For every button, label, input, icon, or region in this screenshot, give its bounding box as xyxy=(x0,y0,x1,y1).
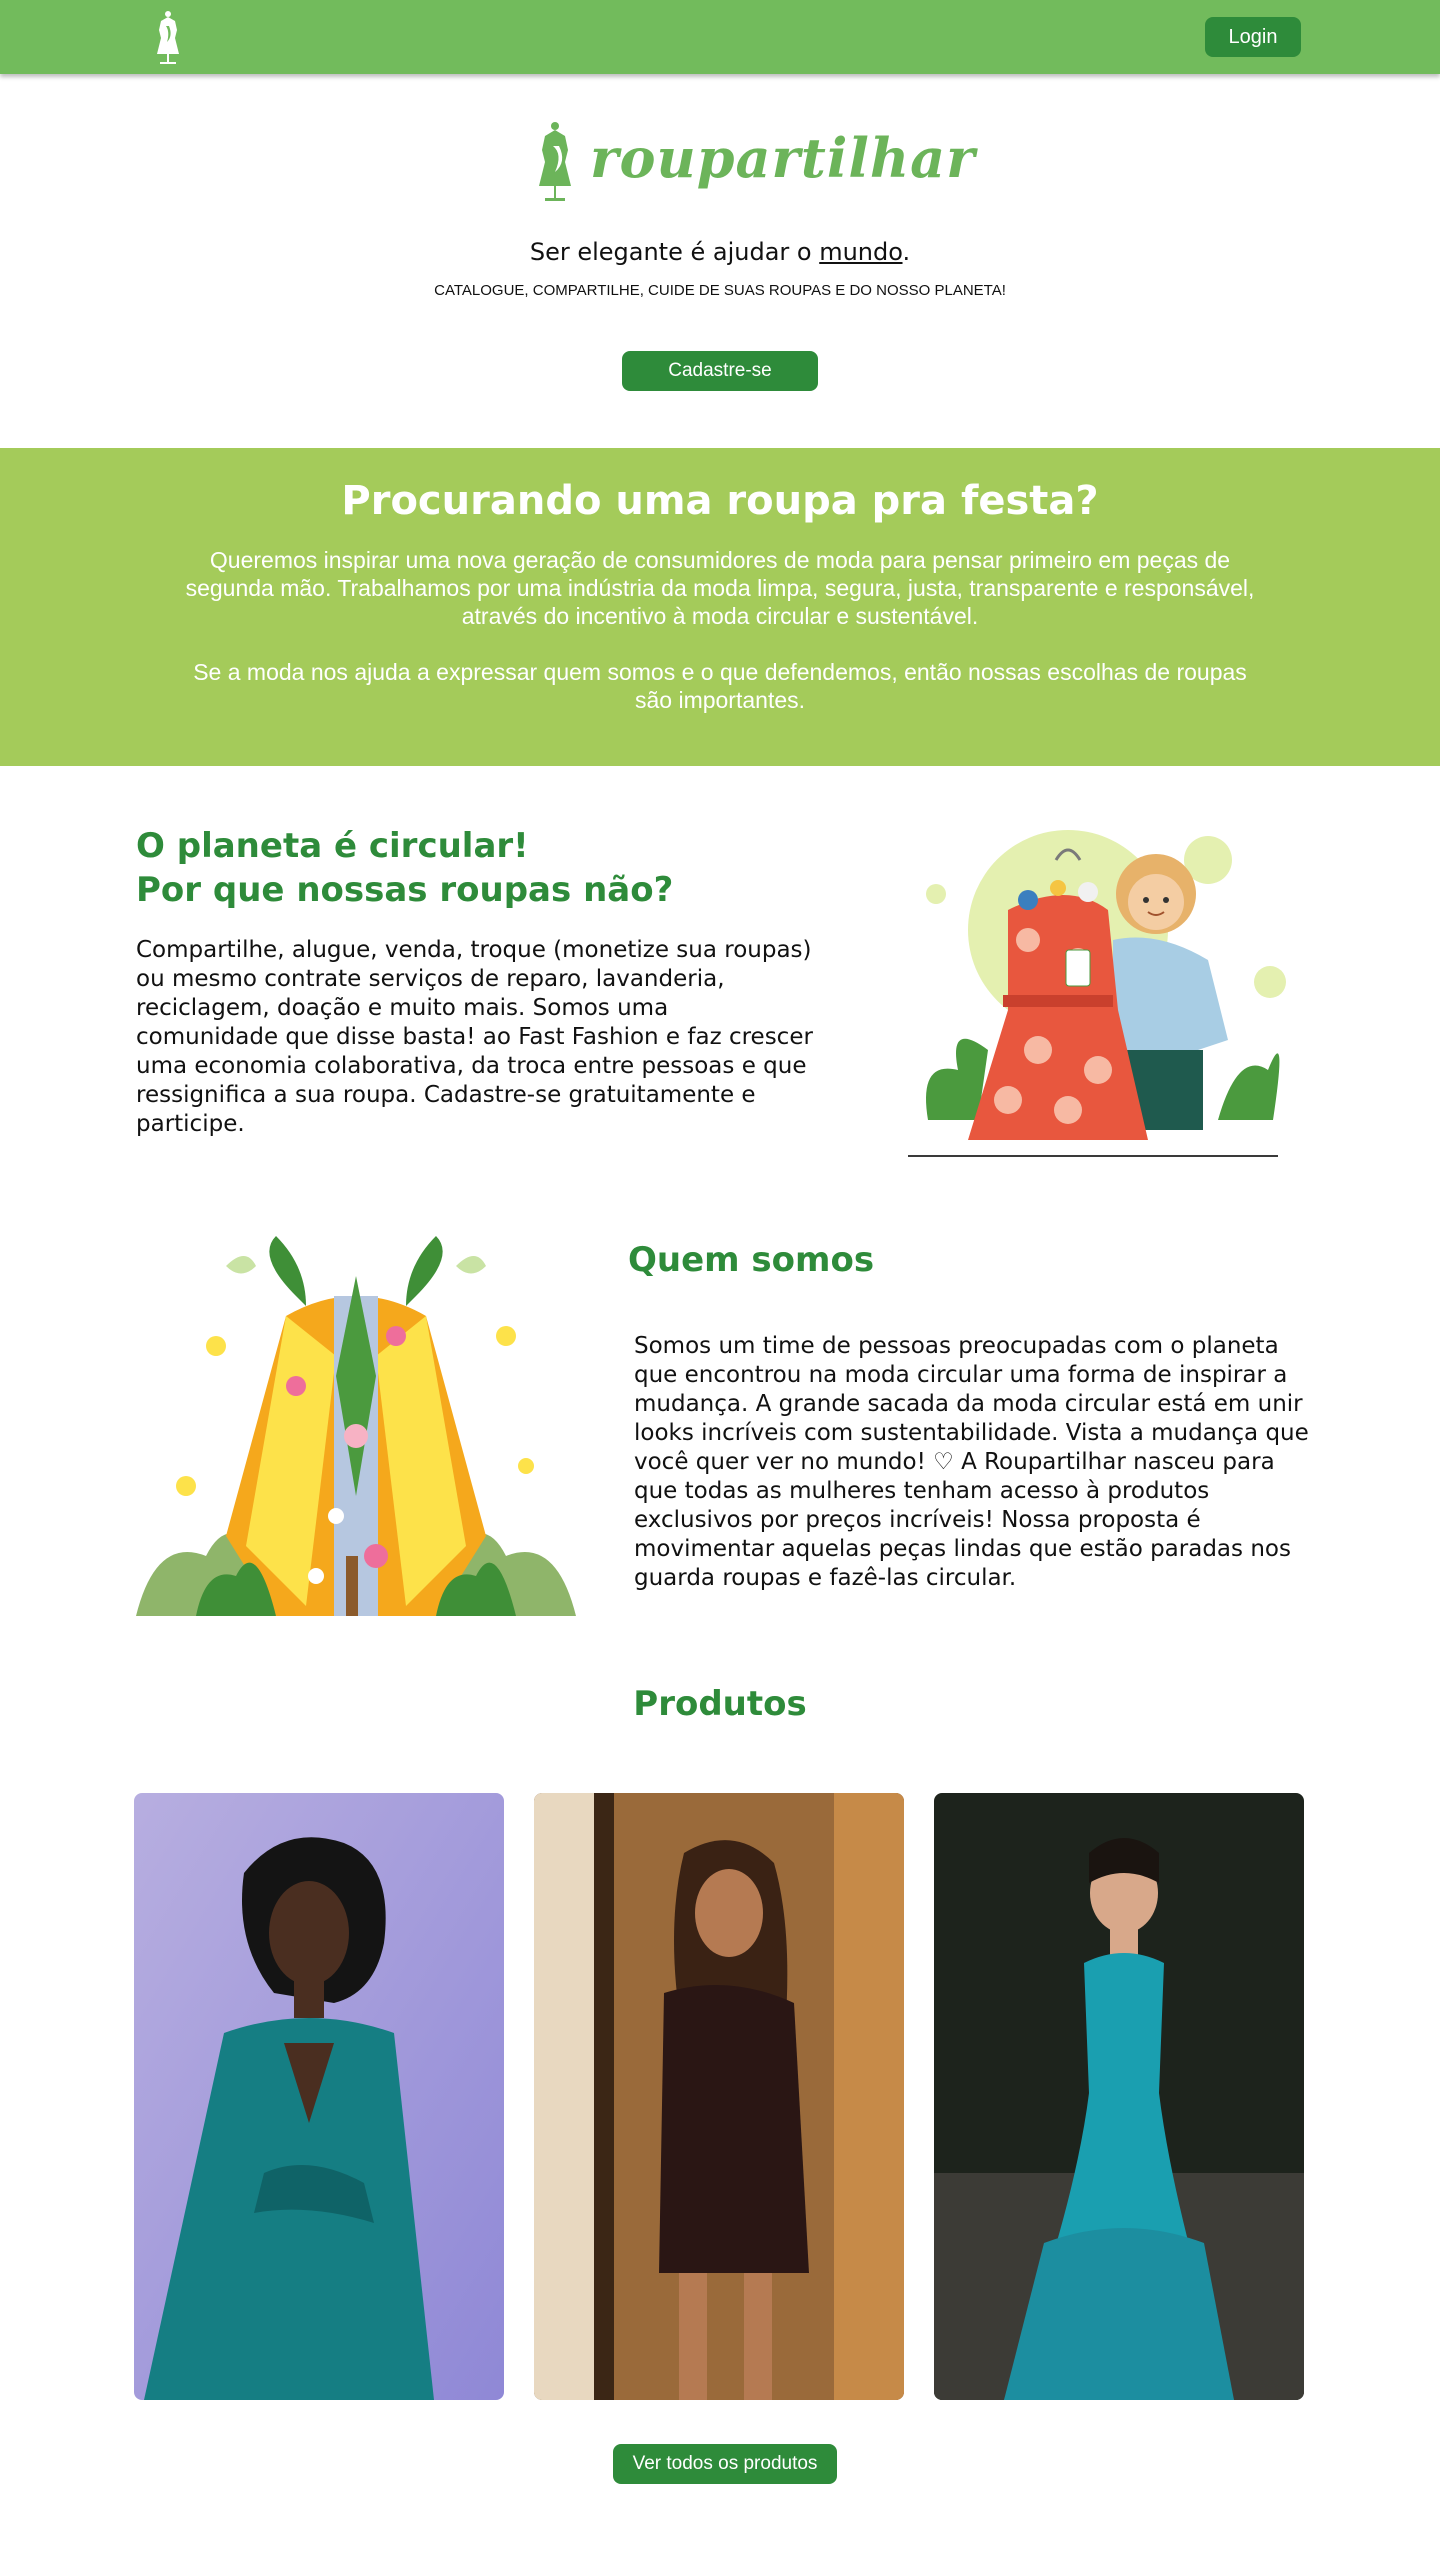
banner-paragraph-2: Se a moda nos ajuda a expressar quem somos e o que defendemos, então nossas escolhas de roupas são importantes. xyxy=(193,659,1247,713)
tagline-end: . xyxy=(902,238,911,266)
dress-form-icon[interactable] xyxy=(148,8,188,68)
banner-paragraph-1: Queremos inspirar uma nova geração de consumidores de moda para pensar primeiro em peças de segunda mão. Trabalhamos por uma indústria da moda limpa, segura, justa, transparente e responsável, através do incentivo à moda circular e sustentável. xyxy=(185,547,1255,629)
signup-button[interactable]: Cadastre-se xyxy=(622,351,818,391)
navbar xyxy=(0,0,1440,74)
party-banner xyxy=(0,448,1440,766)
tagline-text: Ser elegante é ajudar o xyxy=(529,238,820,266)
view-all-products-button[interactable]: Ver todos os produtos xyxy=(613,2444,837,2484)
product-card[interactable] xyxy=(534,1793,904,2400)
floral-jacket-illustration xyxy=(136,1236,576,1644)
mermaid-gown-photo xyxy=(934,1793,1304,2400)
circular-title-line-1: O planeta é circular! xyxy=(136,826,529,866)
sequin-dress-photo xyxy=(534,1793,904,2400)
circular-text: Compartilhe, alugue, venda, troque (monetize sua roupas) ou mesmo contrate serviços de reparo, lavanderia, reciclagem, doação e muito mais. Somos uma comunidade que disse basta! ao Fast Fashion e faz crescer uma economia colaborativa, da troca entre pessoas e que ressignifica a sua roupa. Cadastre-se gratuitamente e participe. xyxy=(136,937,813,1137)
teal-gown-photo xyxy=(134,1793,504,2400)
products-title: Produtos xyxy=(633,1684,807,1724)
tagline-link[interactable]: mundo xyxy=(819,238,903,266)
brand-name: roupartilhar xyxy=(590,126,976,190)
tagline xyxy=(0,238,1440,266)
circular-title xyxy=(136,824,836,912)
person-holding-dress-illustration xyxy=(908,820,1298,1160)
banner-title: Procurando uma roupa pra festa? xyxy=(341,478,1099,524)
login-button[interactable]: Login xyxy=(1205,17,1301,57)
about-title: Quem somos xyxy=(628,1240,875,1280)
circular-title-line-2: Por que nossas roupas não? xyxy=(136,870,674,910)
product-card[interactable] xyxy=(934,1793,1304,2400)
subtagline: CATALOGUE, COMPARTILHE, CUIDE DE SUAS ROUPAS E DO NOSSO PLANETA! xyxy=(434,282,1006,299)
about-text: Somos um time de pessoas preocupadas com o planeta que encontrou na moda circular uma forma de inspirar a mudança. A grande sacada da moda circular está em unir looks incríveis com sustentabilidade. Vista a mudança que você quer ver no mundo! ♡ A Roupartilhar nasceu para que todas as mulheres tenham acesso à produtos exclusivos por preços incríveis! Nossa proposta é movimentar aquelas peças lindas que estão paradas nos guarda roupas e fazê-las circular. xyxy=(634,1333,1309,1591)
product-card[interactable] xyxy=(134,1793,504,2400)
